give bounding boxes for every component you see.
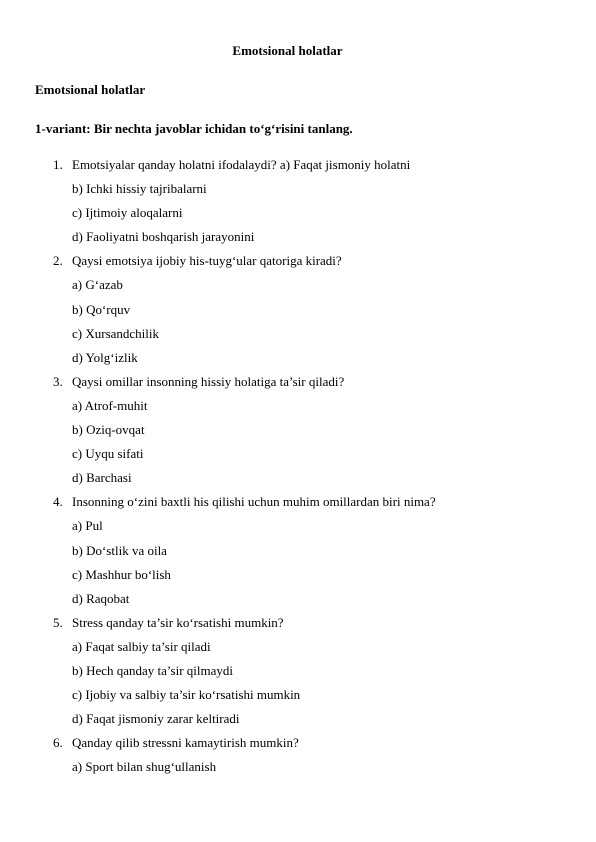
document-title: Emotsional holatlar [232, 43, 343, 58]
answer-option: a) Pul [72, 518, 103, 534]
question-text: Qaysi omillar insonning hissiy holatiga ta’sir qiladi? [72, 373, 345, 389]
answer-option-row [0, 277, 596, 301]
answer-option: b) Hech qanday ta’sir qilmaydi [72, 662, 234, 678]
question-text: Qanday qilib stressni kamaytirish mumkin? [72, 735, 299, 751]
question-text: Stress qanday ta’sir ko‘rsatishi mumkin? [72, 614, 284, 630]
answer-option-row [0, 470, 596, 494]
answer-option-row [0, 229, 596, 253]
question-number: 3. [53, 373, 63, 389]
answer-option: d) Yolg‘izlik [72, 349, 138, 365]
answer-option: b) Oziq-ovqat [72, 422, 145, 438]
answer-option: a) G‘azab [72, 277, 123, 293]
answer-option-row [0, 422, 596, 446]
answer-option: a) Faqat salbiy ta’sir qiladi [72, 638, 211, 654]
answer-option: d) Barchasi [72, 470, 132, 486]
question-number: 4. [53, 494, 63, 510]
answer-option-row [0, 398, 596, 422]
answer-option: a) Atrof-muhit [72, 397, 148, 413]
answer-option-row [0, 446, 596, 470]
answer-option-row [0, 205, 596, 229]
section-heading: Emotsional holatlar [35, 82, 146, 97]
answer-option: c) Mashhur bo‘lish [72, 566, 171, 582]
answer-option: b) Ichki hissiy tajribalarni [72, 181, 207, 197]
answer-option: c) Xursandchilik [72, 325, 160, 341]
answer-option: d) Raqobat [72, 590, 130, 606]
answer-option-row [0, 663, 596, 687]
question-text: Insonning o‘zini baxtli his qilishi uchun muhim omillardan biri nima? [72, 494, 436, 510]
question-item [0, 735, 596, 759]
question-item [0, 615, 596, 639]
answer-option: c) Uyqu sifati [72, 446, 144, 462]
question-text: Emotsiyalar qanday holatni ifodalaydi? a) Faqat jismoniy holatni [72, 157, 411, 172]
answer-option: b) Do‘stlik va oila [72, 542, 167, 558]
question-item [0, 374, 596, 398]
answer-option: c) Ijtimoiy aloqalarni [72, 205, 183, 221]
answer-option-row [0, 326, 596, 350]
answer-option-row [0, 518, 596, 542]
answer-option: c) Ijobiy va salbiy ta’sir ko‘rsatishi mumkin [72, 687, 301, 703]
question-item [0, 494, 596, 518]
question-item [0, 157, 596, 181]
answer-option-row [0, 302, 596, 326]
answer-option-row [0, 639, 596, 663]
question-list [0, 157, 596, 783]
answer-option-row [0, 711, 596, 735]
answer-option-row [0, 543, 596, 567]
variant-heading: 1-variant: Bir nechta javoblar ichidan to‘g‘risini tanlang. [35, 121, 353, 136]
question-number: 1. [53, 157, 63, 172]
answer-option-row [0, 181, 596, 205]
answer-option-row [0, 687, 596, 711]
question-number: 5. [53, 614, 63, 630]
answer-option-row [0, 567, 596, 591]
question-text: Qaysi emotsiya ijobiy his-tuyg‘ular qatoriga kiradi? [72, 253, 342, 269]
answer-option-row [0, 591, 596, 615]
answer-option: b) Qo‘rquv [72, 301, 131, 317]
answer-option-row [0, 759, 596, 783]
question-number: 6. [53, 735, 63, 751]
answer-option: d) Faqat jismoniy zarar keltiradi [72, 711, 240, 727]
answer-option-row [0, 350, 596, 374]
question-item [0, 253, 596, 277]
answer-option: d) Faoliyatni boshqarish jarayonini [72, 229, 255, 245]
question-number: 2. [53, 253, 63, 269]
answer-option: a) Sport bilan shug‘ullanish [72, 759, 217, 775]
